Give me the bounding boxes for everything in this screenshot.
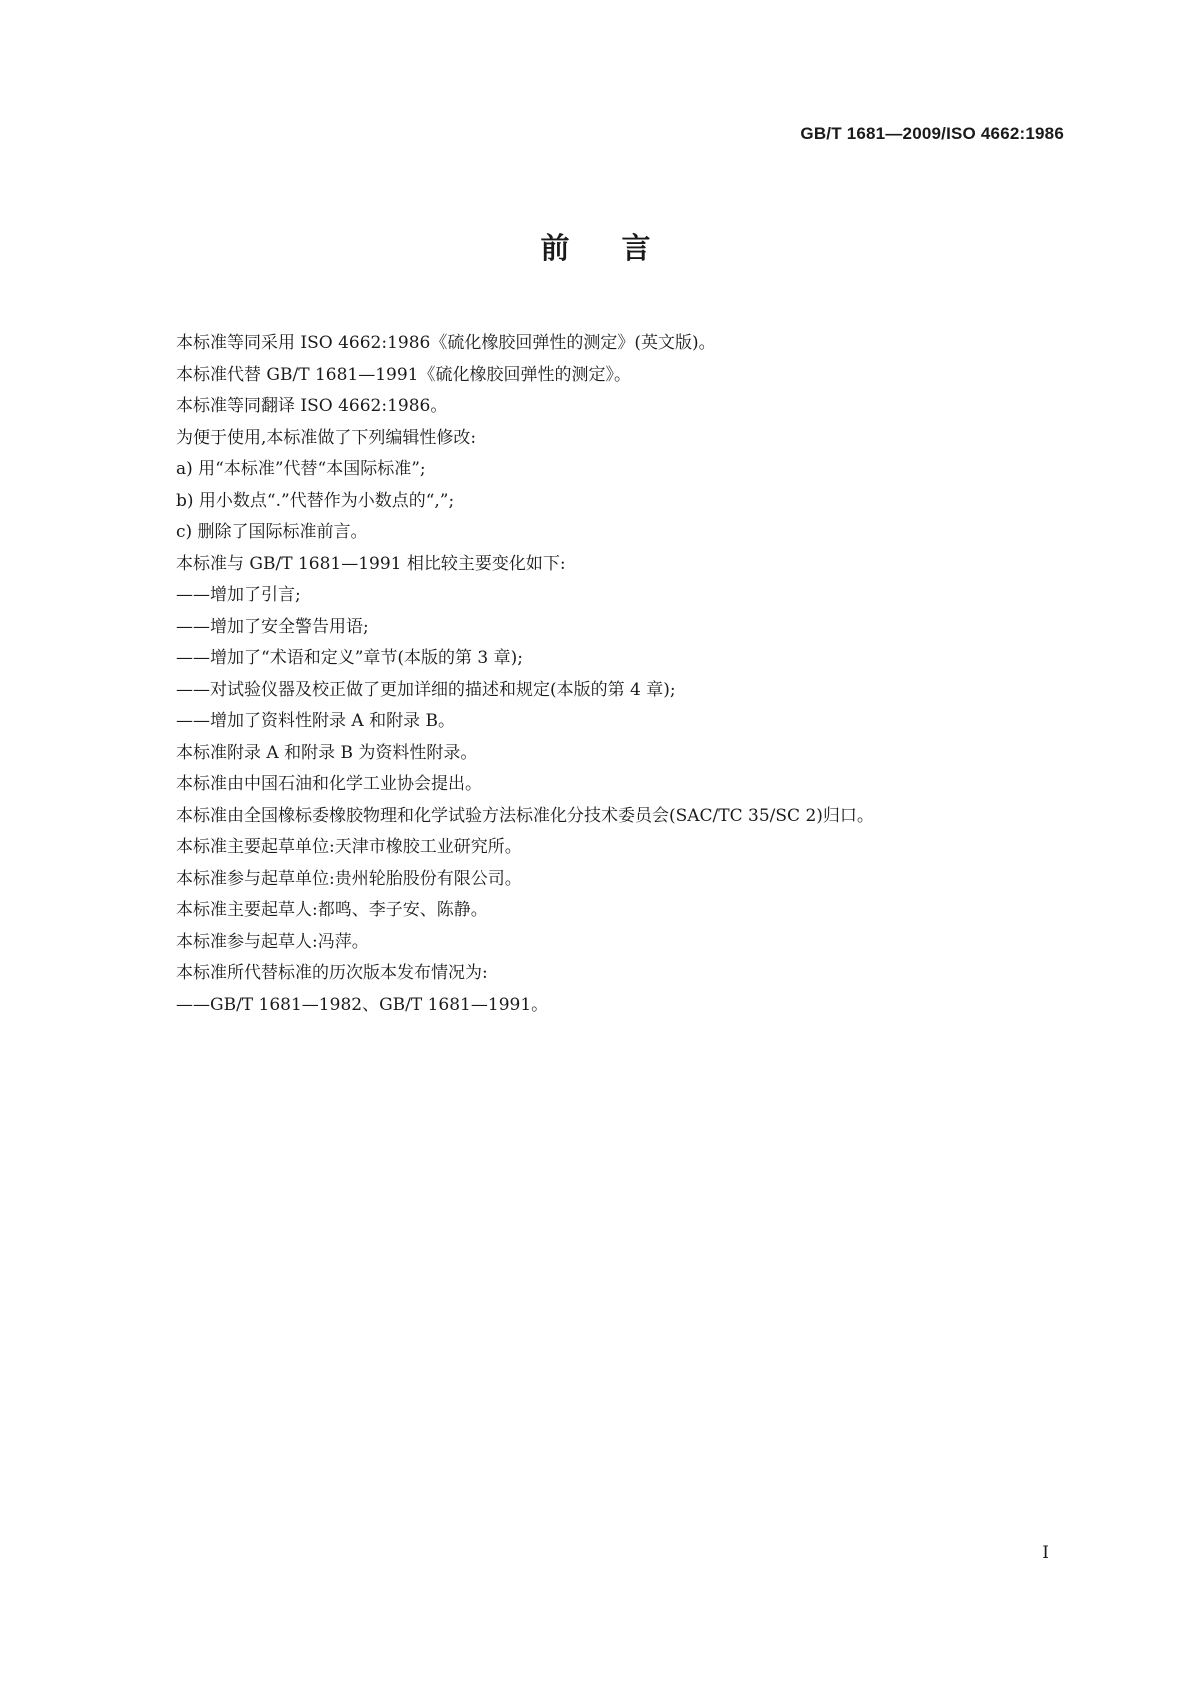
paragraph-edits-intro: 为便于使用,本标准做了下列编辑性修改: <box>176 427 477 448</box>
list-item-edit-a: a) 用“本标准”代替“本国际标准”; <box>176 459 426 479</box>
paragraph-participating-drafters: 本标准参与起草人:冯萍。 <box>176 931 369 952</box>
paragraph-adoption: 本标准等同采用 ISO 4662:1986《硫化橡胶回弹性的测定》(英文版)。 <box>176 333 716 353</box>
list-item-change: ——增加了“术语和定义”章节(本版的第 3 章); <box>176 648 523 668</box>
list-item-history: ——GB/T 1681—1982、GB/T 1681—1991。 <box>176 994 549 1015</box>
paragraph-main-drafting-unit: 本标准主要起草单位:天津市橡胶工业研究所。 <box>176 837 522 857</box>
paragraph-translation: 本标准等同翻译 ISO 4662:1986。 <box>176 396 448 416</box>
paragraph-replaces: 本标准代替 GB/T 1681—1991《硫化橡胶回弹性的测定》。 <box>176 364 631 385</box>
list-item-change: ——增加了安全警告用语; <box>176 616 369 637</box>
paragraph-administered-by: 本标准由全国橡标委橡胶物理和化学试验方法标准化分技术委员会(SAC/TC 35/SC 2)归口。 <box>176 805 874 826</box>
standard-number-header: GB/T 1681—2009/ISO 4662:1986 <box>800 124 1064 143</box>
paragraph-proposed-by: 本标准由中国石油和化学工业协会提出。 <box>176 774 482 794</box>
paragraph-annexes: 本标准附录 A 和附录 B 为资料性附录。 <box>176 742 478 763</box>
list-item-change: ——对试验仪器及校正做了更加详细的描述和规定(本版的第 4 章); <box>176 679 676 700</box>
paragraph-main-drafters: 本标准主要起草人:都鸣、李子安、陈静。 <box>176 900 488 920</box>
page-title: 前言 <box>540 231 703 265</box>
list-item-edit-b: b) 用小数点“.”代替作为小数点的“,”; <box>176 490 455 511</box>
paragraph-participating-unit: 本标准参与起草单位:贵州轮胎股份有限公司。 <box>176 868 522 889</box>
foreword-body <box>176 328 1076 1021</box>
paragraph-history-intro: 本标准所代替标准的历次版本发布情况为: <box>176 963 488 983</box>
list-item-edit-c: c) 删除了国际标准前言。 <box>176 522 368 542</box>
list-item-change: ——增加了引言; <box>176 585 301 605</box>
paragraph-changes-intro: 本标准与 GB/T 1681—1991 相比较主要变化如下: <box>176 553 566 574</box>
list-item-change: ——增加了资料性附录 A 和附录 B。 <box>176 711 455 731</box>
page-number: I <box>1042 1543 1049 1563</box>
